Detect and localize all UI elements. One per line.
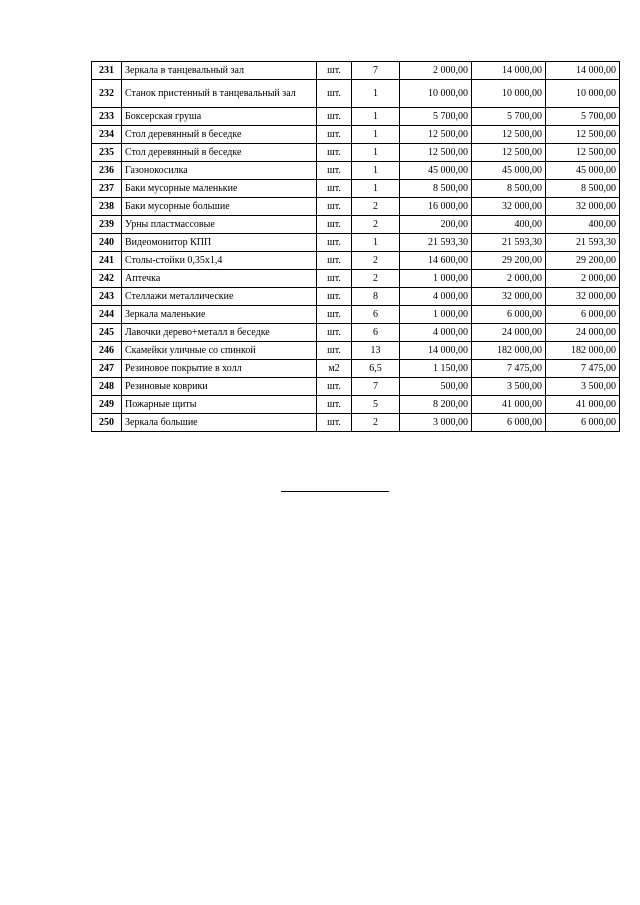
row-number-cell: 232 bbox=[92, 80, 122, 108]
unit-cell: шт. bbox=[317, 108, 352, 126]
price-cell: 14 600,00 bbox=[400, 252, 472, 270]
table-row bbox=[92, 234, 620, 252]
table-row bbox=[92, 324, 620, 342]
unit-cell: м2 bbox=[317, 360, 352, 378]
quantity-cell: 2 bbox=[352, 270, 400, 288]
table-row bbox=[92, 306, 620, 324]
total-cell: 182 000,00 bbox=[546, 342, 620, 360]
amount-cell: 6 000,00 bbox=[472, 306, 546, 324]
price-cell: 1 150,00 bbox=[400, 360, 472, 378]
quantity-cell: 2 bbox=[352, 198, 400, 216]
unit-cell: шт. bbox=[317, 62, 352, 80]
unit-cell: шт. bbox=[317, 288, 352, 306]
amount-cell: 8 500,00 bbox=[472, 180, 546, 198]
amount-cell: 7 475,00 bbox=[472, 360, 546, 378]
unit-cell: шт. bbox=[317, 306, 352, 324]
price-cell: 1 000,00 bbox=[400, 306, 472, 324]
amount-cell: 24 000,00 bbox=[472, 324, 546, 342]
table-row bbox=[92, 360, 620, 378]
row-number-cell: 231 bbox=[92, 62, 122, 80]
quantity-cell: 1 bbox=[352, 108, 400, 126]
item-name-cell: Боксерская груша bbox=[122, 108, 317, 126]
price-cell: 12 500,00 bbox=[400, 126, 472, 144]
amount-cell: 400,00 bbox=[472, 216, 546, 234]
price-cell: 21 593,30 bbox=[400, 234, 472, 252]
unit-cell: шт. bbox=[317, 180, 352, 198]
unit-cell: шт. bbox=[317, 80, 352, 108]
total-cell: 21 593,30 bbox=[546, 234, 620, 252]
amount-cell: 2 000,00 bbox=[472, 270, 546, 288]
item-name-cell: Стеллажи металлические bbox=[122, 288, 317, 306]
row-number-cell: 244 bbox=[92, 306, 122, 324]
total-cell: 12 500,00 bbox=[546, 126, 620, 144]
total-cell: 32 000,00 bbox=[546, 198, 620, 216]
total-cell: 5 700,00 bbox=[546, 108, 620, 126]
quantity-cell: 7 bbox=[352, 62, 400, 80]
total-cell: 6 000,00 bbox=[546, 414, 620, 432]
quantity-cell: 13 bbox=[352, 342, 400, 360]
unit-cell: шт. bbox=[317, 162, 352, 180]
item-name-cell: Резиновое покрытие в холл bbox=[122, 360, 317, 378]
total-cell: 29 200,00 bbox=[546, 252, 620, 270]
unit-cell: шт. bbox=[317, 198, 352, 216]
table-row bbox=[92, 144, 620, 162]
table-row bbox=[92, 216, 620, 234]
price-cell: 5 700,00 bbox=[400, 108, 472, 126]
total-cell: 7 475,00 bbox=[546, 360, 620, 378]
inventory-table-body bbox=[92, 62, 620, 432]
total-cell: 8 500,00 bbox=[546, 180, 620, 198]
quantity-cell: 6 bbox=[352, 306, 400, 324]
unit-cell: шт. bbox=[317, 396, 352, 414]
item-name-cell: Стол деревянный в беседке bbox=[122, 126, 317, 144]
item-name-cell: Зеркала в танцевальный зал bbox=[122, 62, 317, 80]
table-row bbox=[92, 342, 620, 360]
quantity-cell: 2 bbox=[352, 414, 400, 432]
item-name-cell: Аптечка bbox=[122, 270, 317, 288]
row-number-cell: 248 bbox=[92, 378, 122, 396]
table-row bbox=[92, 414, 620, 432]
total-cell: 12 500,00 bbox=[546, 144, 620, 162]
row-number-cell: 237 bbox=[92, 180, 122, 198]
price-cell: 10 000,00 bbox=[400, 80, 472, 108]
footer-divider-line bbox=[281, 491, 389, 492]
total-cell: 45 000,00 bbox=[546, 162, 620, 180]
table-row bbox=[92, 62, 620, 80]
quantity-cell: 1 bbox=[352, 180, 400, 198]
row-number-cell: 233 bbox=[92, 108, 122, 126]
table-row bbox=[92, 198, 620, 216]
price-cell: 4 000,00 bbox=[400, 288, 472, 306]
item-name-cell: Урны пластмассовые bbox=[122, 216, 317, 234]
row-number-cell: 246 bbox=[92, 342, 122, 360]
total-cell: 3 500,00 bbox=[546, 378, 620, 396]
amount-cell: 45 000,00 bbox=[472, 162, 546, 180]
table-row bbox=[92, 396, 620, 414]
price-cell: 8 500,00 bbox=[400, 180, 472, 198]
quantity-cell: 2 bbox=[352, 252, 400, 270]
unit-cell: шт. bbox=[317, 126, 352, 144]
item-name-cell: Зеркала маленькие bbox=[122, 306, 317, 324]
quantity-cell: 1 bbox=[352, 162, 400, 180]
amount-cell: 12 500,00 bbox=[472, 126, 546, 144]
item-name-cell: Столы-стойки 0,35х1,4 bbox=[122, 252, 317, 270]
item-name-cell: Стол деревянный в беседке bbox=[122, 144, 317, 162]
amount-cell: 6 000,00 bbox=[472, 414, 546, 432]
unit-cell: шт. bbox=[317, 144, 352, 162]
total-cell: 400,00 bbox=[546, 216, 620, 234]
row-number-cell: 238 bbox=[92, 198, 122, 216]
price-cell: 4 000,00 bbox=[400, 324, 472, 342]
amount-cell: 32 000,00 bbox=[472, 288, 546, 306]
item-name-cell: Лавочки дерево+металл в беседке bbox=[122, 324, 317, 342]
row-number-cell: 250 bbox=[92, 414, 122, 432]
price-cell: 45 000,00 bbox=[400, 162, 472, 180]
table-row bbox=[92, 80, 620, 108]
unit-cell: шт. bbox=[317, 342, 352, 360]
item-name-cell: Видеомонитор КПП bbox=[122, 234, 317, 252]
table-row bbox=[92, 162, 620, 180]
table-row bbox=[92, 126, 620, 144]
row-number-cell: 241 bbox=[92, 252, 122, 270]
amount-cell: 3 500,00 bbox=[472, 378, 546, 396]
quantity-cell: 1 bbox=[352, 126, 400, 144]
table-row bbox=[92, 378, 620, 396]
price-cell: 12 500,00 bbox=[400, 144, 472, 162]
item-name-cell: Газонокосилка bbox=[122, 162, 317, 180]
unit-cell: шт. bbox=[317, 414, 352, 432]
table-row bbox=[92, 180, 620, 198]
price-cell: 16 000,00 bbox=[400, 198, 472, 216]
quantity-cell: 1 bbox=[352, 234, 400, 252]
amount-cell: 41 000,00 bbox=[472, 396, 546, 414]
row-number-cell: 245 bbox=[92, 324, 122, 342]
price-cell: 3 000,00 bbox=[400, 414, 472, 432]
amount-cell: 14 000,00 bbox=[472, 62, 546, 80]
amount-cell: 5 700,00 bbox=[472, 108, 546, 126]
quantity-cell: 1 bbox=[352, 80, 400, 108]
total-cell: 6 000,00 bbox=[546, 306, 620, 324]
total-cell: 32 000,00 bbox=[546, 288, 620, 306]
unit-cell: шт. bbox=[317, 216, 352, 234]
row-number-cell: 243 bbox=[92, 288, 122, 306]
row-number-cell: 247 bbox=[92, 360, 122, 378]
total-cell: 24 000,00 bbox=[546, 324, 620, 342]
amount-cell: 21 593,30 bbox=[472, 234, 546, 252]
quantity-cell: 8 bbox=[352, 288, 400, 306]
row-number-cell: 236 bbox=[92, 162, 122, 180]
unit-cell: шт. bbox=[317, 270, 352, 288]
price-cell: 14 000,00 bbox=[400, 342, 472, 360]
table-row bbox=[92, 252, 620, 270]
table-row bbox=[92, 288, 620, 306]
row-number-cell: 240 bbox=[92, 234, 122, 252]
item-name-cell: Пожарные щиты bbox=[122, 396, 317, 414]
price-cell: 2 000,00 bbox=[400, 62, 472, 80]
table-row bbox=[92, 108, 620, 126]
quantity-cell: 1 bbox=[352, 144, 400, 162]
item-name-cell: Резиновые коврики bbox=[122, 378, 317, 396]
amount-cell: 29 200,00 bbox=[472, 252, 546, 270]
total-cell: 10 000,00 bbox=[546, 80, 620, 108]
row-number-cell: 249 bbox=[92, 396, 122, 414]
inventory-table bbox=[91, 61, 620, 432]
amount-cell: 10 000,00 bbox=[472, 80, 546, 108]
row-number-cell: 242 bbox=[92, 270, 122, 288]
row-number-cell: 239 bbox=[92, 216, 122, 234]
item-name-cell: Баки мусорные большие bbox=[122, 198, 317, 216]
table-row bbox=[92, 270, 620, 288]
quantity-cell: 2 bbox=[352, 216, 400, 234]
quantity-cell: 5 bbox=[352, 396, 400, 414]
price-cell: 500,00 bbox=[400, 378, 472, 396]
item-name-cell: Станок пристенный в танцевальный зал bbox=[122, 80, 317, 108]
amount-cell: 182 000,00 bbox=[472, 342, 546, 360]
quantity-cell: 6 bbox=[352, 324, 400, 342]
row-number-cell: 234 bbox=[92, 126, 122, 144]
total-cell: 41 000,00 bbox=[546, 396, 620, 414]
item-name-cell: Зеркала большие bbox=[122, 414, 317, 432]
price-cell: 200,00 bbox=[400, 216, 472, 234]
quantity-cell: 6,5 bbox=[352, 360, 400, 378]
quantity-cell: 7 bbox=[352, 378, 400, 396]
price-cell: 1 000,00 bbox=[400, 270, 472, 288]
item-name-cell: Баки мусорные маленькие bbox=[122, 180, 317, 198]
total-cell: 2 000,00 bbox=[546, 270, 620, 288]
item-name-cell: Скамейки уличные со спинкой bbox=[122, 342, 317, 360]
amount-cell: 12 500,00 bbox=[472, 144, 546, 162]
amount-cell: 32 000,00 bbox=[472, 198, 546, 216]
unit-cell: шт. bbox=[317, 324, 352, 342]
unit-cell: шт. bbox=[317, 252, 352, 270]
row-number-cell: 235 bbox=[92, 144, 122, 162]
unit-cell: шт. bbox=[317, 234, 352, 252]
unit-cell: шт. bbox=[317, 378, 352, 396]
total-cell: 14 000,00 bbox=[546, 62, 620, 80]
price-cell: 8 200,00 bbox=[400, 396, 472, 414]
